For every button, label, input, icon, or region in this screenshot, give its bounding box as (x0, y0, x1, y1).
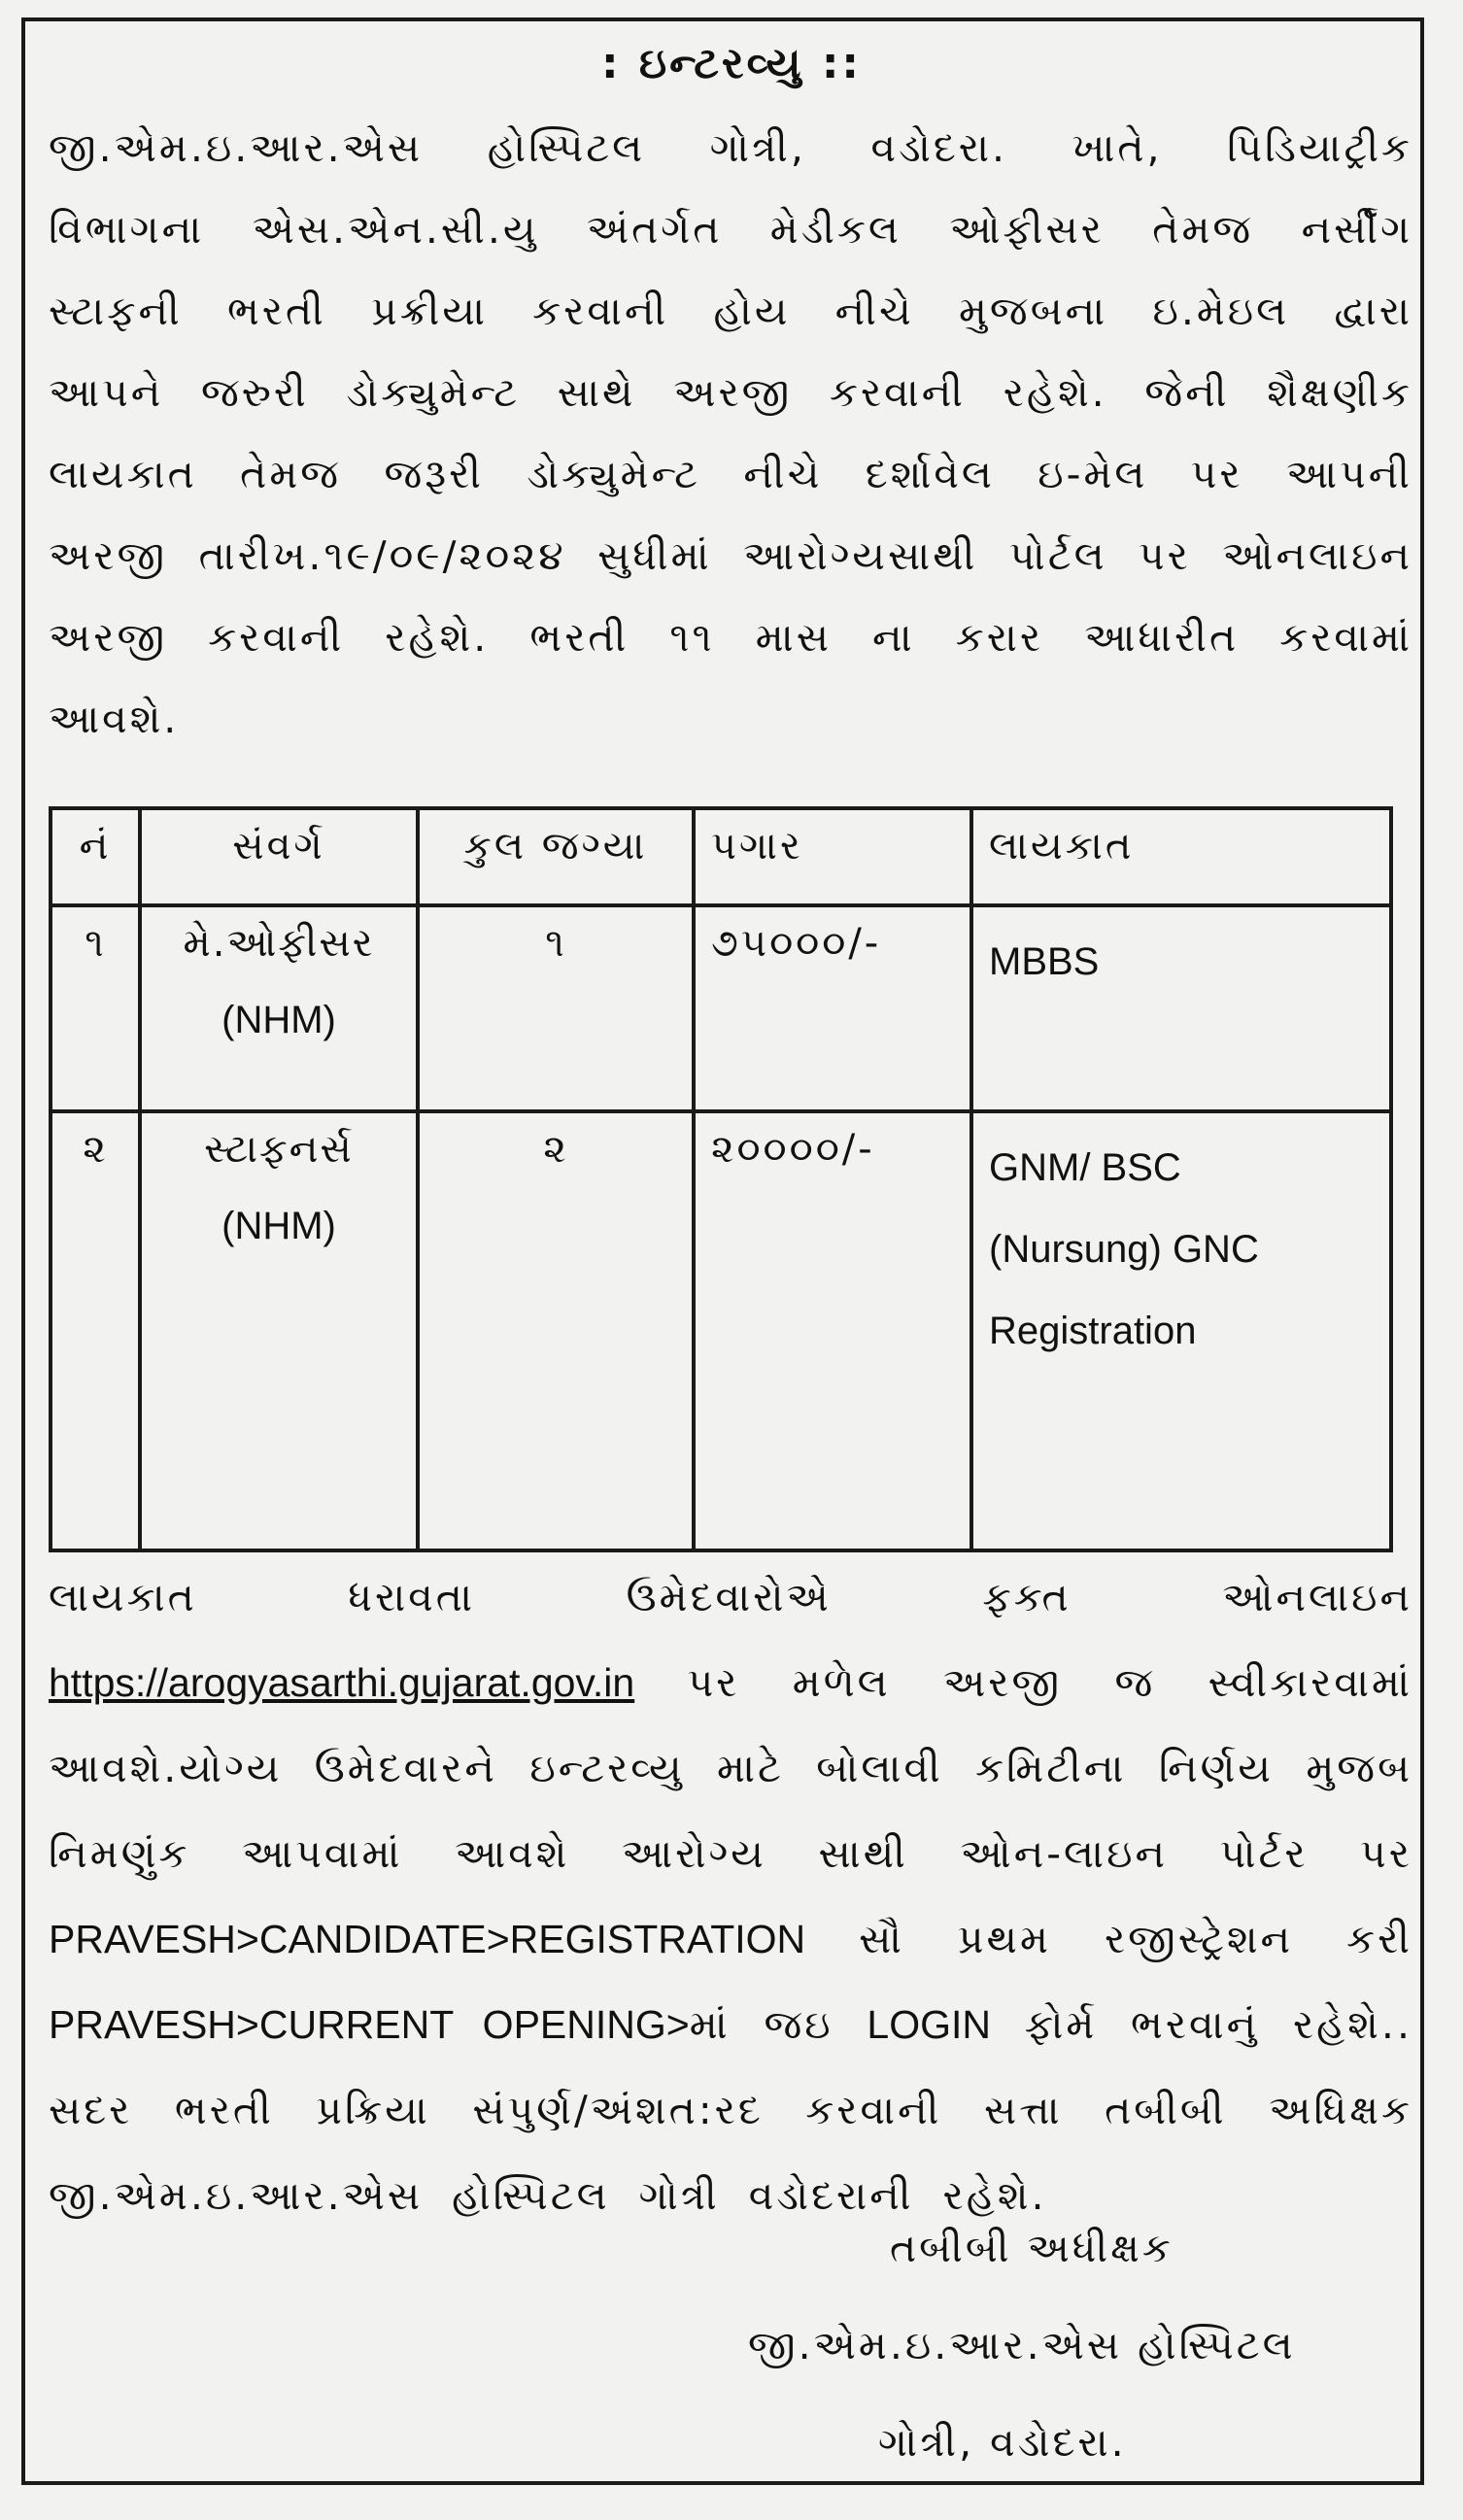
intro-paragraph: જી.એમ.ઇ.આર.એસ હોસ્પિટલ ગોત્રી, વડોદરા. ખાતે, પિડિયાટ્રીક વિભાગના એસ.એન.સી.યુ અંતર્ગત મેડીકલ ઓફીસર તેમજ નર્સીંગ સ્ટાફની ભરતી પ્રક્રીયા કરવાની હોય નીચે મુજબના ઇ.મેઇલ દ્વારા આપને જરુરી ડોક્યુમેન્ટ સાથે અરજી કરવાની રહેશે. જેની શૈક્ષણીક લાયકાત તેમજ જરૂરી ડોક્યુમેન્ટ નીચે દર્શાવેલ ઇ-મેલ પર આપની અરજી તારીખ.૧૯/૦૯/૨૦૨૪ સુધીમાં આરોગ્યસાથી પોર્ટલ પર ઓનલાઇન અરજી કરવાની રહેશે. ભરતી ૧૧ માસ ના કરાર આધારીત કરવામાં આવશે. (49, 124, 1412, 742)
cell-no: ૨ (51, 1111, 140, 1550)
cell-posts: ૧ (418, 905, 694, 1111)
qualification-line: GNM/ BSC (989, 1146, 1181, 1189)
details-lead: લાયકાત ધરાવતા ઉમેદવારોએ ફક્ત ઓનલાઇન (49, 1574, 1412, 1620)
login-label: LOGIN (867, 2002, 992, 2047)
notice-heading: : ઇન્ટરવ્યુ :: (600, 39, 863, 88)
cell-cadre (140, 905, 418, 1111)
header-salary: પગાર (694, 808, 971, 905)
details-text: સૌ પ્રથમ રજીસ્ટ્રેશન કરી (805, 1916, 1412, 1962)
portal-link[interactable]: https://arogyasarthi.gujarat.gov.in (49, 1660, 635, 1705)
cadre-name: સ્ટાફનર્સ (204, 1127, 354, 1172)
registration-path: PRAVESH>CANDIDATE>REGISTRATION (49, 1917, 806, 1961)
signatory-title: તબીબી અધીક્ષક (890, 2225, 1174, 2271)
details-text: ફોર્મ ભરવાનું રહેશે.. સદર ભરતી પ્રક્રિયા સંપુર્ણ/અંશત:રદ કરવાની સત્તા તબીબી અધિક્ષક જી.એમ.ઇ.આર.એસ હોસ્પિટલ ગોત્રી વડોદરાની રહેશે. (49, 2001, 1412, 2219)
opening-path: PRAVESH>CURRENT OPENING> (49, 2002, 690, 2047)
cell-qualification (971, 1111, 1391, 1550)
cell-no: ૧ (51, 905, 140, 1111)
cell-cadre (140, 1111, 418, 1550)
cell-qualification: MBBS (971, 905, 1391, 1111)
cell-salary: ૭૫૦૦૦/- (694, 905, 971, 1111)
qualification-line: (Nursung) GNC (989, 1228, 1259, 1271)
vacancy-table (49, 806, 1393, 1552)
header-posts: કુલ જગ્યા (418, 808, 694, 905)
table-row (51, 1111, 1391, 1550)
cell-salary: ૨૦૦૦૦/- (694, 1111, 971, 1550)
signatory-organization: જી.એમ.ઇ.આર.એસ હોસ્પિટલ (748, 2322, 1296, 2368)
cadre-name: મે.ઓફીસર (183, 921, 375, 966)
cell-posts: ૨ (418, 1111, 694, 1550)
header-cadre: સંવર્ગ (140, 808, 418, 905)
details-text: માં જઇ (689, 2001, 868, 2048)
table-header-row (51, 808, 1391, 905)
cadre-scheme: (NHM) (221, 999, 336, 1041)
details-text: પર મળેલ અરજી જ સ્વીકારવામાં આવશે.યોગ્ય ઉમેદવારને ઇન્ટરવ્યુ માટે બોલાવી કમિટીના નિર્ણય મુજબ નિમણુંક આપવામાં આવશે આરોગ્ય સાથી ઓન-લાઇન પોર્ટર પર (49, 1659, 1412, 1877)
signatory-location: ગોત્રી, વડોદરા. (878, 2419, 1127, 2466)
qualification-line: Registration (989, 1310, 1197, 1352)
header-no: નં (51, 808, 140, 905)
cadre-scheme: (NHM) (221, 1205, 336, 1247)
details-paragraph (49, 1554, 1412, 2238)
header-qualification: લાયકાત (971, 808, 1391, 905)
table-row (51, 905, 1391, 1111)
